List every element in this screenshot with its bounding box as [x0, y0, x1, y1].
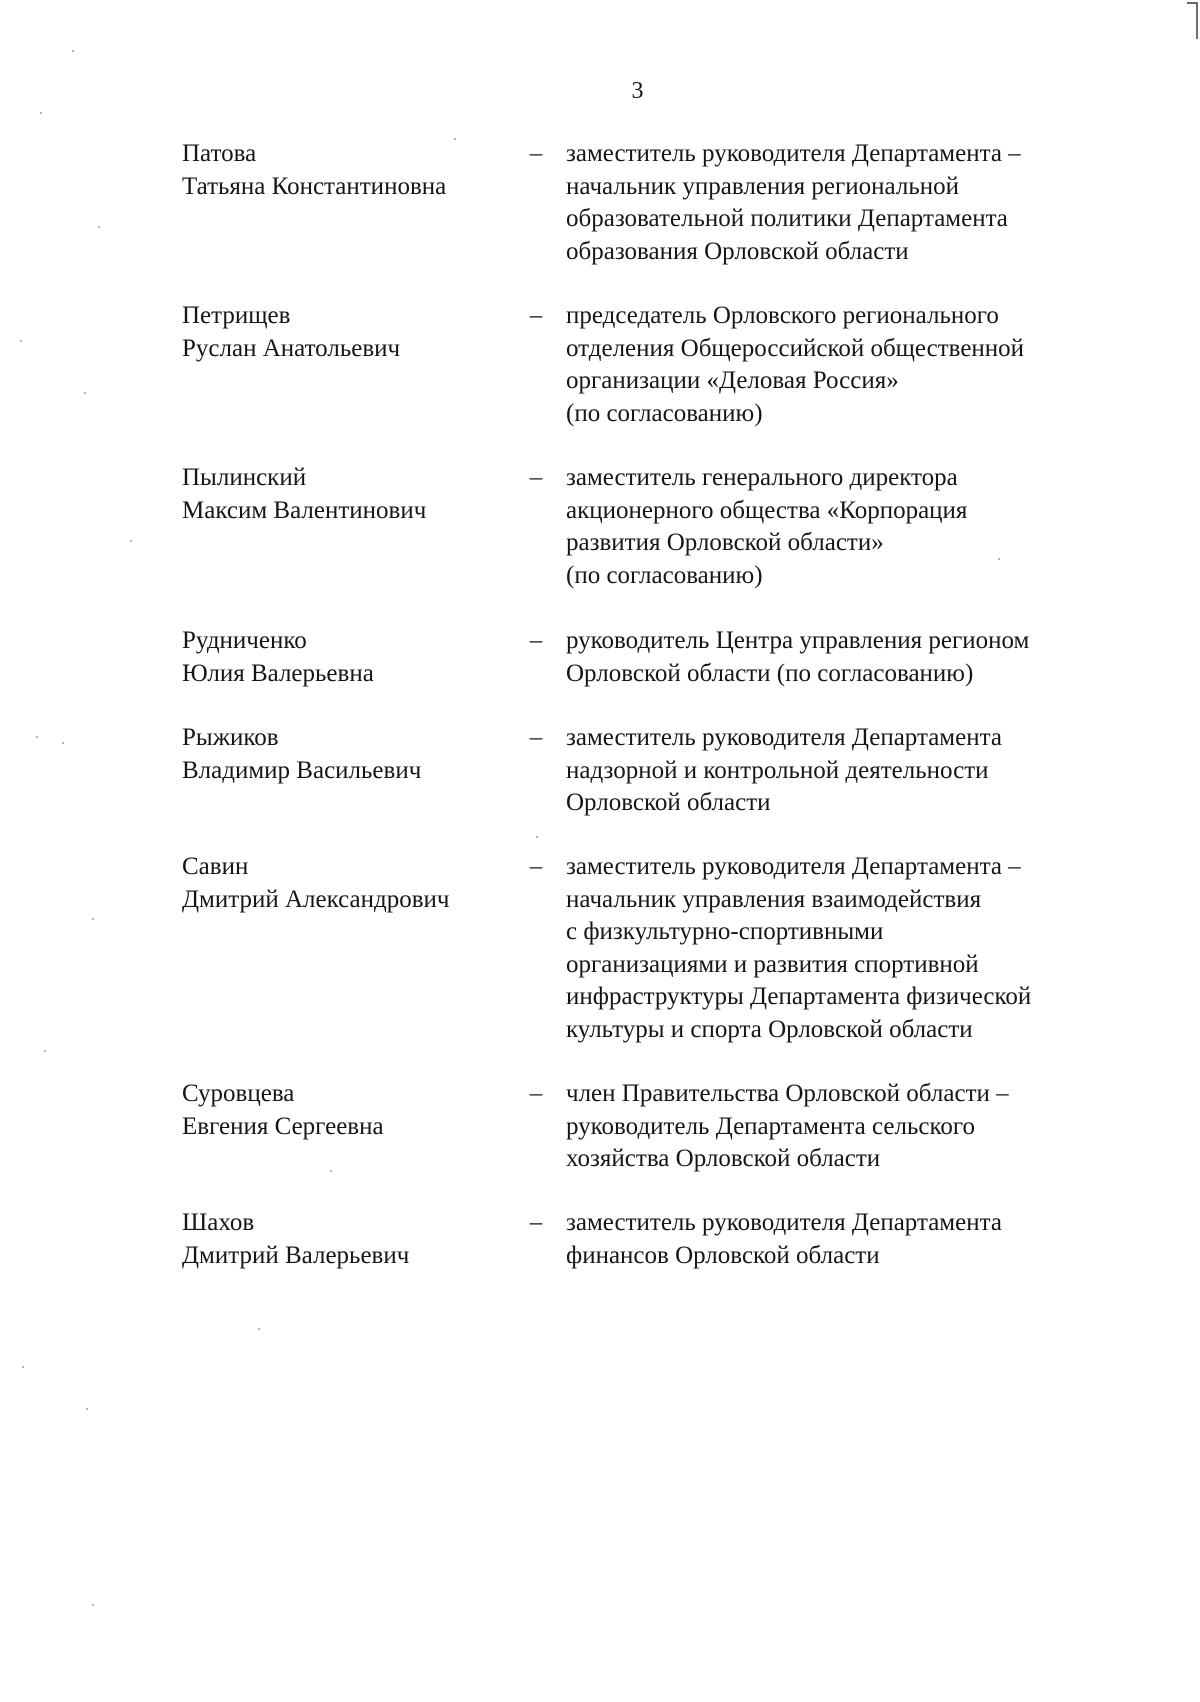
position-line: член Правительства Орловской области – — [566, 1080, 1009, 1107]
separator-dash: – — [529, 464, 543, 491]
member-given-names: Руслан Анатольевич — [182, 334, 401, 362]
position-line: образовательной политики Департамента — [566, 205, 1008, 232]
position-line: Орловской области — [566, 789, 771, 816]
page-number: 3 — [631, 78, 644, 104]
scan-speck — [44, 1050, 46, 1052]
position-line: культуры и спорта Орловской области — [566, 1015, 973, 1043]
position-line: хозяйства Орловской области — [566, 1145, 881, 1172]
member-surname: Шахов — [182, 1209, 255, 1236]
position-line: образования Орловской области — [566, 237, 909, 265]
position-line: заместитель руководителя Департамента – — [566, 853, 1021, 880]
member-name — [182, 1207, 512, 1272]
scan-speck — [998, 558, 1000, 560]
position-line: организации «Деловая Россия» — [566, 367, 899, 394]
position-line: начальник управления региональной — [566, 172, 959, 200]
position-line: с физкультурно-спортивными — [566, 918, 884, 945]
member-given-names: Евгения Сергеевна — [182, 1112, 384, 1140]
scan-speck — [40, 112, 42, 114]
separator-dash: – — [529, 1080, 543, 1107]
position-line: Орловской области (по согласованию) — [566, 659, 974, 687]
separator-dash: – — [529, 1209, 543, 1236]
position-line: руководитель Центра управления регионом — [566, 627, 1030, 654]
scan-speck — [72, 50, 74, 52]
member-given-names: Дмитрий Валерьевич — [182, 1241, 410, 1269]
member-given-names: Владимир Васильевич — [182, 756, 422, 784]
member-given-names: Дмитрий Александрович — [182, 885, 450, 913]
scan-speck — [62, 742, 64, 744]
scan-speck — [130, 540, 132, 542]
scan-speck — [258, 1328, 260, 1330]
separator-dash: – — [529, 302, 543, 329]
member-position — [566, 462, 1126, 592]
scan-speck — [20, 340, 22, 342]
scan-speck — [36, 736, 38, 738]
scan-speck — [92, 918, 94, 920]
position-line: председатель Орловского регионального — [566, 302, 999, 329]
position-line: надзорной и контрольной деятельности — [566, 756, 989, 784]
scan-speck — [84, 392, 86, 394]
position-line: заместитель руководителя Департамента – — [566, 140, 1021, 167]
position-line: руководитель Департамента сельского — [566, 1112, 975, 1140]
member-surname: Суровцева — [182, 1080, 295, 1107]
member-surname: Пылинский — [182, 464, 307, 491]
position-line: (по согласованию) — [566, 561, 763, 589]
member-position — [566, 851, 1126, 1046]
scan-speck — [454, 138, 456, 140]
position-line: заместитель руководителя Департамента — [566, 724, 1002, 751]
member-surname: Рудниченко — [182, 627, 307, 654]
position-line: начальник управления взаимодействия — [566, 885, 982, 913]
member-surname: Петрищев — [182, 302, 291, 329]
scan-speck — [92, 1604, 94, 1606]
member-surname: Патова — [182, 140, 257, 167]
member-name — [182, 722, 512, 787]
separator-dash: – — [529, 853, 543, 880]
member-surname: Рыжиков — [182, 724, 279, 751]
position-line: (по согласованию) — [566, 399, 763, 427]
member-given-names: Юлия Валерьевна — [182, 659, 374, 687]
separator-dash: – — [529, 140, 543, 167]
member-given-names: Татьяна Константиновна — [182, 172, 447, 200]
position-line: отделения Общероссийской общественной — [566, 334, 1025, 362]
position-line: инфраструктуры Департамента физической — [566, 983, 1032, 1010]
scan-speck — [330, 1170, 332, 1172]
member-given-names: Максим Валентинович — [182, 496, 427, 524]
position-line: организациями и развития спортивной — [566, 950, 979, 978]
separator-dash: – — [529, 724, 543, 751]
member-name — [182, 300, 512, 365]
member-position — [566, 1078, 1126, 1176]
member-name — [182, 1078, 512, 1143]
member-surname: Савин — [182, 853, 249, 880]
member-name — [182, 851, 512, 916]
member-name — [182, 138, 512, 203]
position-line: заместитель руководителя Департамента — [566, 1209, 1002, 1236]
position-line: развития Орловской области» — [566, 529, 884, 556]
member-name — [182, 462, 512, 527]
scan-speck — [98, 226, 100, 228]
member-name — [182, 625, 512, 690]
scan-corner-mark — [1186, 0, 1200, 40]
scan-speck — [86, 1408, 88, 1410]
scan-speck — [536, 836, 538, 838]
scan-speck — [22, 1366, 24, 1368]
member-position — [566, 138, 1126, 268]
position-line: акционерного общества «Корпорация — [566, 496, 968, 524]
separator-dash: – — [529, 627, 543, 654]
member-position — [566, 1207, 1126, 1272]
member-position — [566, 300, 1126, 430]
position-line: заместитель генерального директора — [566, 464, 958, 491]
member-position — [566, 722, 1126, 820]
member-position — [566, 625, 1126, 690]
position-line: финансов Орловской области — [566, 1241, 880, 1269]
